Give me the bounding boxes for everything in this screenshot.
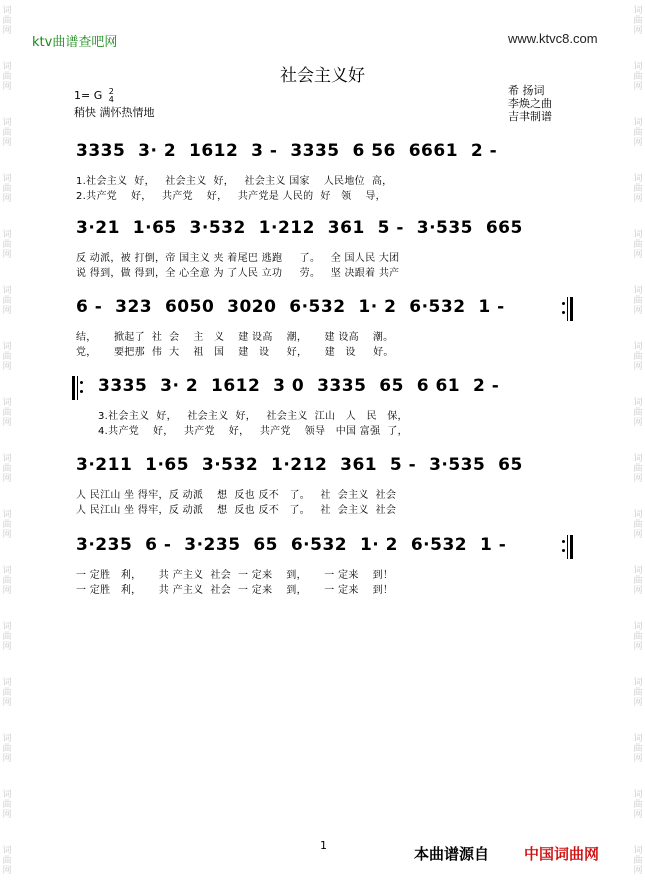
watermark-text: 词 曲 网: [633, 846, 643, 876]
watermark-text: 词 曲 网: [633, 510, 643, 540]
watermark-text: 词 曲 网: [633, 398, 643, 428]
watermark-text: 词 曲 网: [2, 622, 12, 652]
score-system-2: [76, 218, 576, 298]
notation-line: 3335 3· 2 1612 3 0 3335 65 6 61 2 -: [98, 376, 500, 396]
lyric-line-1: 人 民江山 坐 得牢，反 动派 想 反也 反不 了。 社 会主义 社会: [76, 490, 397, 501]
watermark-text: 词 曲 网: [2, 174, 12, 204]
watermark-text: 词 曲 网: [633, 230, 643, 260]
watermark-text: 词 曲 网: [633, 118, 643, 148]
time-signature: [109, 88, 114, 104]
credit-composer: 李焕之曲: [508, 97, 552, 110]
score-system-6: [76, 535, 576, 615]
lyric-line-1: 结， 掀起了 社 会 主 义 建 设高 潮， 建 设高 潮。: [76, 332, 394, 343]
watermark-text: 词 曲 网: [633, 622, 643, 652]
watermark-text: 词 曲 网: [2, 566, 12, 596]
key-signature: [74, 88, 114, 104]
watermark-text: 词 曲 网: [2, 454, 12, 484]
score-system-1: [76, 141, 576, 221]
repeat-end-barline: [562, 297, 572, 321]
page-number: 1: [320, 839, 327, 852]
repeat-start-barline: [72, 376, 84, 400]
score-system-3: [76, 297, 576, 377]
watermark-text: 词 曲 网: [2, 6, 12, 36]
watermark-text: 词 曲 网: [2, 510, 12, 540]
notation-line: 3·235 6 - 3·235 65 6·532 1· 2 6·532 1 -: [76, 535, 507, 555]
lyric-line-1: 反 动派，被 打倒，帝 国主义 夹 着尾巴 逃跑 了。 全 国人民 大团: [76, 253, 400, 264]
right-watermark-strip: [631, 0, 645, 891]
lyric-line-2: 2.共产党 好， 共产党 好， 共产党是 人民的 好 领 导，: [76, 191, 386, 202]
left-watermark-strip: [0, 0, 14, 891]
watermark-text: 词 曲 网: [2, 286, 12, 316]
watermark-text: 词 曲 网: [2, 398, 12, 428]
key-label: 1= G: [74, 89, 103, 102]
watermark-text: 词 曲 网: [633, 6, 643, 36]
lyric-line-1: 1.社会主义 好， 社会主义 好， 社会主义 国家 人民地位 高，: [76, 176, 393, 187]
lyric-line-2: 一 定胜 利， 共 产主义 社会 一 定来 到， 一 定来 到！: [76, 585, 394, 596]
lyric-line-2: 党， 要把那 伟 大 祖 国 建 设 好， 建 设 好。: [76, 347, 394, 358]
watermark-text: 词 曲 网: [633, 734, 643, 764]
credit-lyricist: 希 扬词: [508, 84, 545, 97]
credit-transcriber: 吉聿制谱: [508, 110, 552, 123]
notation-line: 3·21 1·65 3·532 1·212 361 5 - 3·535 665: [76, 218, 523, 238]
notation-line: 3335 3· 2 1612 3 - 3335 6 56 6661 2 -: [76, 141, 498, 161]
final-barline: [562, 535, 572, 559]
footer-site-link[interactable]: 中国词曲网: [524, 845, 600, 863]
lyric-line-2: 人 民江山 坐 得牢，反 动派 想 反也 反不 了。 社 会主义 社会: [76, 505, 397, 516]
site-name-left: ktv曲谱查吧网: [32, 35, 118, 50]
footer-source-text: 本曲谱源自: [414, 845, 490, 863]
lyric-line-1: 3.社会主义 好， 社会主义 好， 社会主义 江山 人 民 保，: [98, 411, 408, 422]
watermark-text: 词 曲 网: [633, 62, 643, 92]
watermark-text: 词 曲 网: [633, 286, 643, 316]
notation-line: 6 - 323 6050 3020 6·532 1· 2 6·532 1 -: [76, 297, 505, 317]
time-denominator: 4: [108, 95, 114, 104]
tempo-marking: 稍快 满怀热情地: [74, 106, 155, 119]
song-title: 社会主义好: [280, 66, 365, 86]
lyric-line-2: 说 得到，做 得到，全 心全意 为 了人民 立功 劳。 坚 决跟着 共产: [76, 268, 400, 279]
lyric-line-2: 4.共产党 好， 共产党 好， 共产党 领导 中国 富强 了，: [98, 426, 408, 437]
notation-line: 3·211 1·65 3·532 1·212 361 5 - 3·535 65: [76, 455, 523, 475]
watermark-text: 词 曲 网: [2, 342, 12, 372]
score-system-5: [76, 455, 576, 535]
watermark-text: 词 曲 网: [2, 846, 12, 876]
watermark-text: 词 曲 网: [633, 790, 643, 820]
score-system-4: [76, 376, 576, 456]
site-url-right: www.ktvc8.com: [508, 31, 598, 46]
watermark-text: 词 曲 网: [2, 734, 12, 764]
time-numerator: 2: [108, 87, 114, 96]
watermark-text: 词 曲 网: [633, 678, 643, 708]
lyric-line-1: 一 定胜 利， 共 产主义 社会 一 定来 到， 一 定来 到！: [76, 570, 394, 581]
watermark-text: 词 曲 网: [633, 454, 643, 484]
watermark-text: 词 曲 网: [633, 342, 643, 372]
watermark-text: 词 曲 网: [633, 174, 643, 204]
watermark-text: 词 曲 网: [2, 118, 12, 148]
watermark-text: 词 曲 网: [2, 62, 12, 92]
credits: [508, 84, 552, 123]
watermark-text: 词 曲 网: [633, 566, 643, 596]
watermark-text: 词 曲 网: [2, 678, 12, 708]
watermark-text: 词 曲 网: [2, 230, 12, 260]
watermark-text: 词 曲 网: [2, 790, 12, 820]
